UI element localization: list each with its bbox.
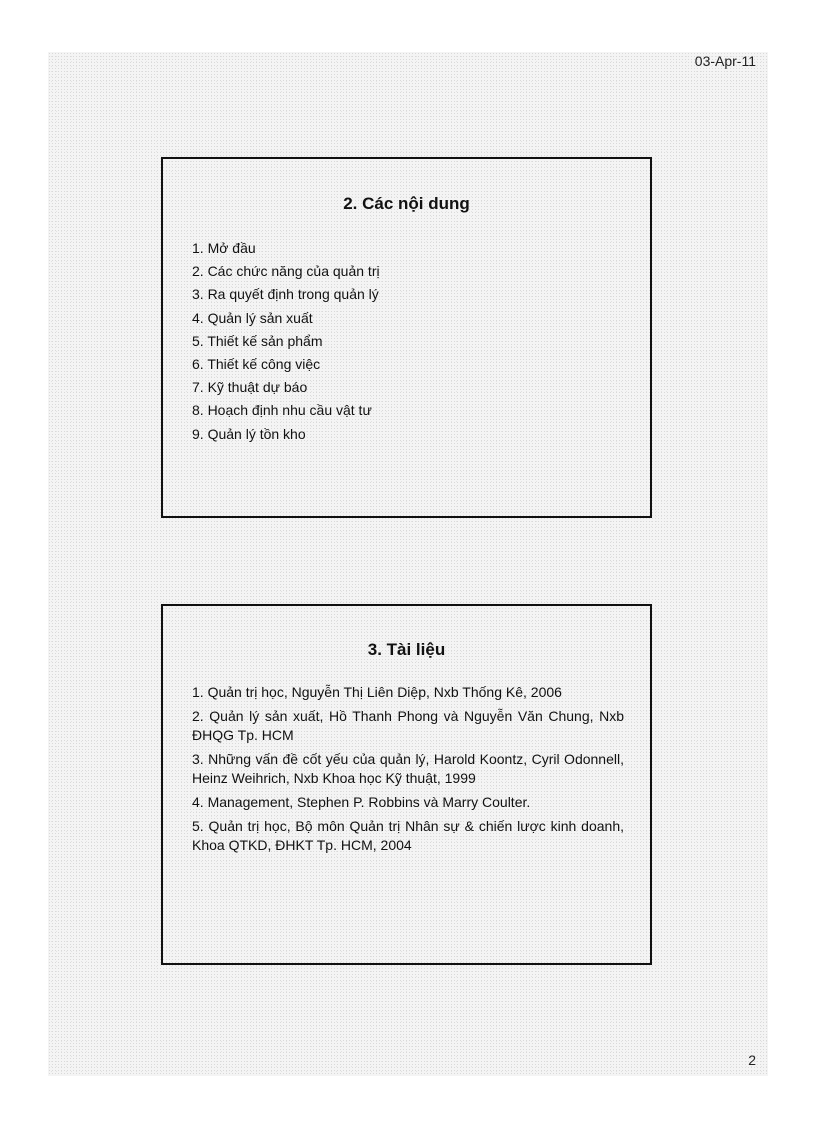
list-item: 9. Quản lý tồn kho — [192, 425, 306, 442]
list-item: 4. Quản lý sản xuất — [192, 309, 313, 326]
list-item: 1. Mở đầu — [192, 240, 256, 256]
print-date: 03-Apr-11 — [694, 53, 756, 69]
list-item: 8. Hoạch định nhu cầu vật tư — [192, 402, 372, 419]
list-item: 4. Management, Stephen P. Robbins và Marry Coulter. — [192, 794, 531, 810]
slide-title: 3. Tài liệu — [367, 640, 446, 659]
list-item: 1. Quản trị học, Nguyễn Thị Liên Diệp, Nxb Thống Kê, 2006 — [192, 684, 562, 700]
list-item: 2. Các chức năng của quản trị — [192, 263, 380, 280]
slide-references — [161, 604, 652, 965]
contents-list — [192, 237, 624, 446]
slide-title: 2. Các nội dung — [343, 194, 470, 213]
list-item: 3. Ra quyết định trong quản lý — [192, 286, 379, 303]
list-item: 5. Thiết kế sản phẩm — [192, 332, 323, 349]
slide-contents — [161, 157, 652, 518]
list-item: 5. Quản trị học, Bộ môn Quản trị Nhân sự & chiến lược kinh doanh, Khoa QTKD, ĐHKT Tp. HCM, 2004 — [192, 818, 624, 853]
page-number: 2 — [748, 1052, 756, 1068]
references-list — [192, 683, 624, 860]
list-item: 7. Kỹ thuật dự báo — [192, 379, 308, 396]
list-item: 2. Quản lý sản xuất, Hồ Thanh Phong và Nguyễn Văn Chung, Nxb ĐHQG Tp. HCM — [192, 708, 624, 743]
list-item: 6. Thiết kế công việc — [192, 356, 321, 373]
list-item: 3. Những vấn đề cốt yếu của quản lý, Harold Koontz, Cyril Odonnell, Heinz Weihrich, Nxb Khoa học Kỹ thuật, 1999 — [192, 751, 624, 786]
